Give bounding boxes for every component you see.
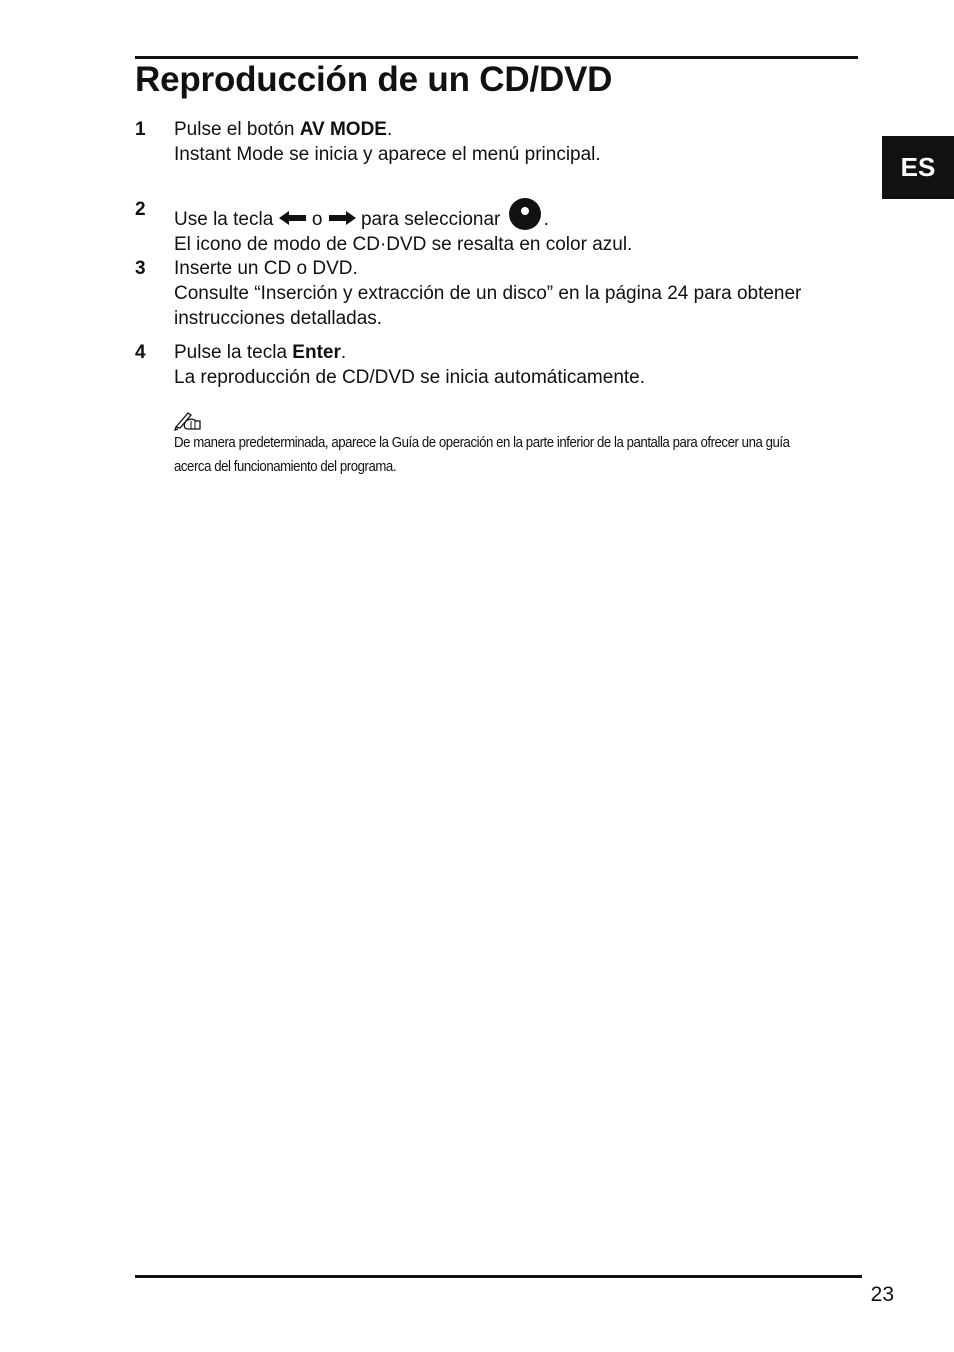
step-number: 1 <box>135 119 146 140</box>
step-result: Instant Mode se inicia y aparece el menú principal. <box>174 144 601 165</box>
language-tab: ES <box>882 136 954 199</box>
step-text-suffix: . <box>340 342 347 363</box>
step-text: Inserte un CD o DVD. <box>174 258 358 279</box>
right-arrow-icon <box>328 210 356 226</box>
step-text-suffix: . <box>386 119 393 140</box>
disc-icon <box>508 197 542 231</box>
step-text: Pulse la tecla <box>174 342 293 363</box>
step-result: Consulte “Inserción y extracción de un disco” en la página 24 para obtener instrucciones detalladas. <box>174 283 802 329</box>
av-mode-key-label: AV MODE <box>299 119 387 140</box>
top-rule <box>135 56 858 59</box>
writing-hand-icon <box>174 409 206 431</box>
left-arrow-icon <box>279 210 307 226</box>
page-number: 23 <box>870 1283 894 1306</box>
bottom-rule <box>135 1275 862 1278</box>
enter-key-label: Enter <box>292 342 341 363</box>
step-result: La reproducción de CD/DVD se inicia automáticamente. <box>174 367 646 388</box>
step-number: 4 <box>135 342 146 363</box>
step-text-middle: o <box>306 209 328 230</box>
step-text: Use la tecla <box>174 209 279 230</box>
step-text-after: para seleccionar <box>355 209 506 230</box>
step-text: Pulse el botón <box>174 119 300 140</box>
step-result: El icono de modo de CD·DVD se resalta en color azul. <box>174 234 633 255</box>
page-title: Reproducción de un CD/DVD <box>135 60 613 99</box>
step-number: 2 <box>135 199 146 220</box>
step-text-suffix: . <box>543 209 549 230</box>
note-text: De manera predeterminada, aparece la Guía de operación en la parte inferior de la pantalla para ofrecer una guía acerca del funcionamiento del programa. <box>174 434 790 475</box>
step-number: 3 <box>135 258 146 279</box>
